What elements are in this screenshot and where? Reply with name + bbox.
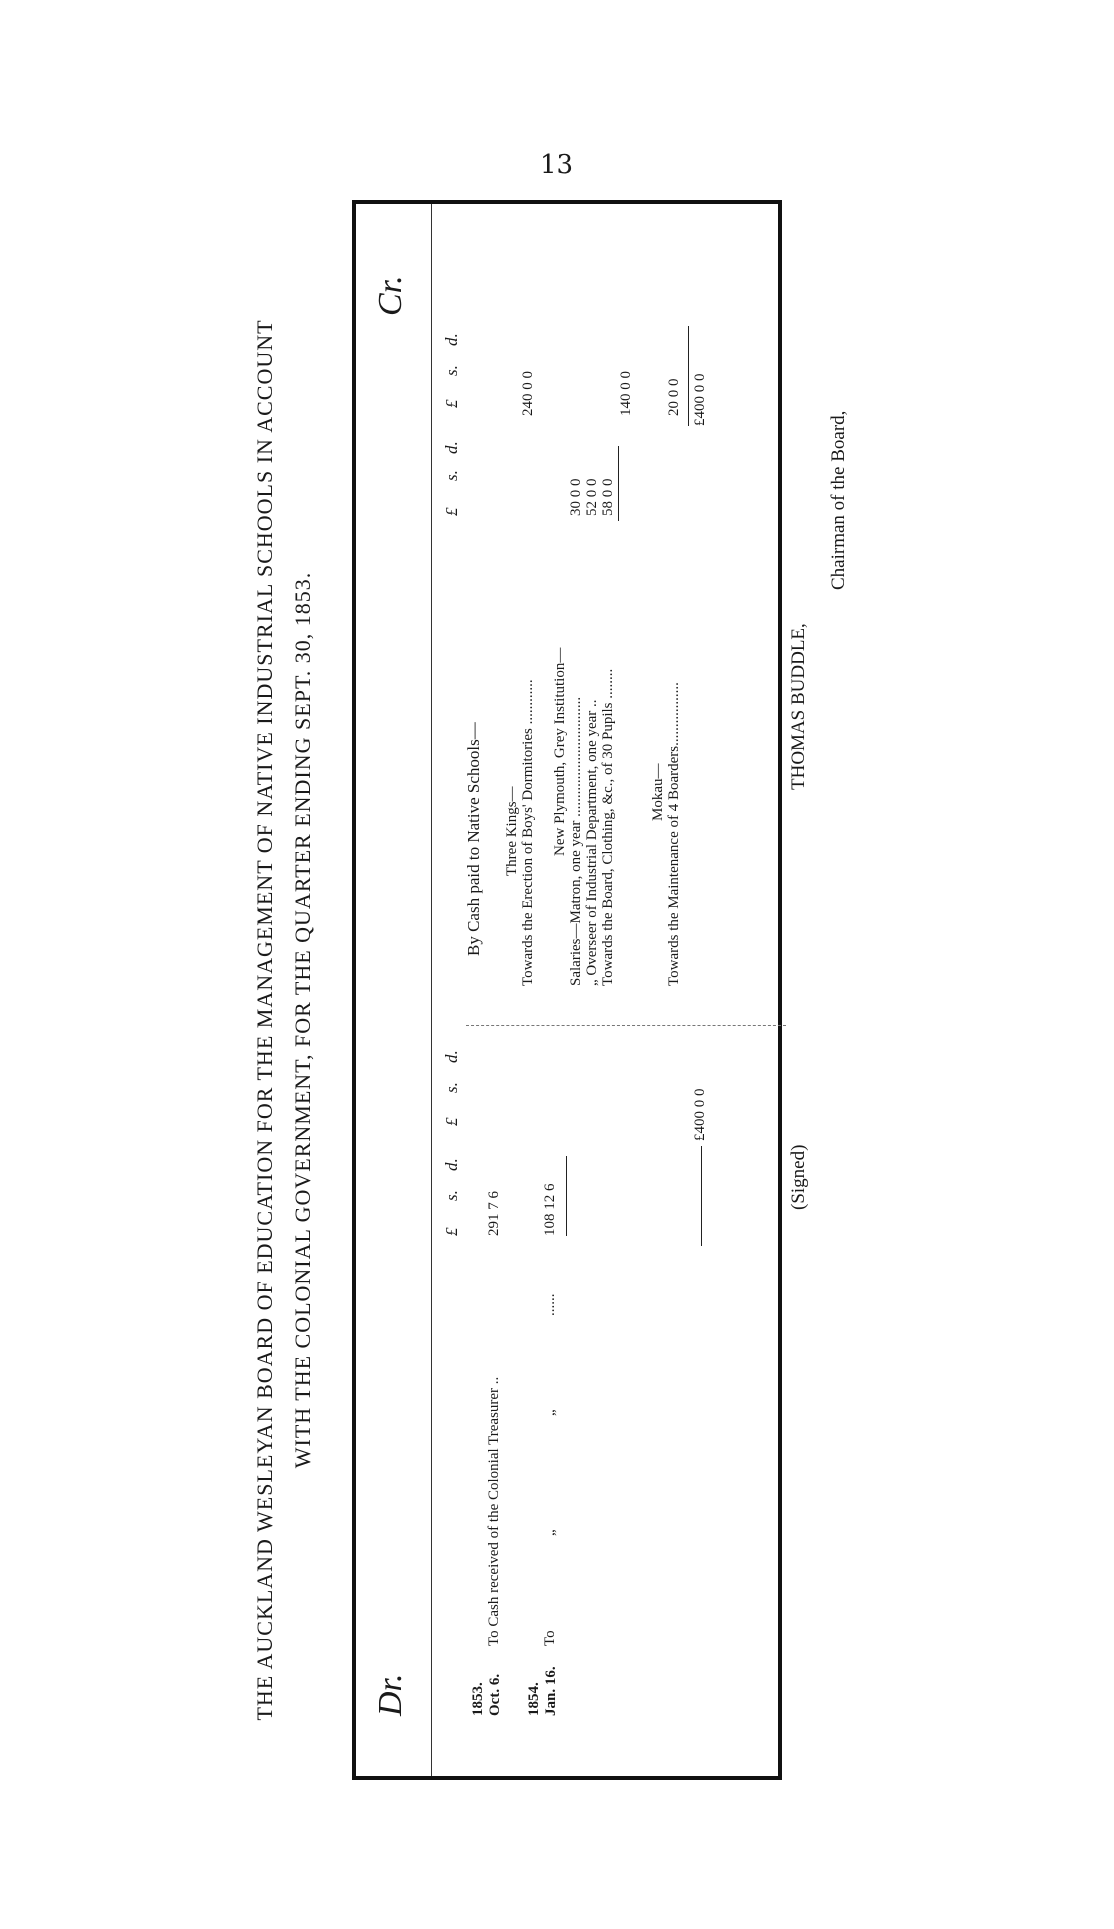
- credit-pound-header: £: [442, 507, 461, 516]
- three-kings-amount: 240 0 0: [520, 371, 536, 416]
- debit-entry-1-text: To Cash received of the Colonial Treasurer ..: [486, 1376, 502, 1646]
- mokau-line: Towards the Maintenance of 4 Boarders.................: [666, 682, 682, 986]
- credit-total: £400 0 0: [692, 373, 708, 426]
- account-table: [352, 200, 782, 1780]
- three-kings-line: Towards the Erection of Boys' Dormitories ............: [520, 679, 536, 986]
- new-plymouth-line-3: Towards the Board, Clothing, &c., of 30 Pupils ........: [600, 668, 616, 986]
- three-kings-heading: Three Kings—: [504, 786, 520, 876]
- debit-entry-2-to: To: [542, 1630, 558, 1646]
- credit-pence-header: d.: [442, 441, 461, 454]
- title-line-1: THE AUCKLAND WESLEYAN BOARD OF EDUCATION FOR THE MANAGEMENT OF NATIVE INDUSTRIAL SCHOOLS IN ACCOUNT: [252, 319, 277, 1721]
- title-line-2: WITH THE COLONIAL GOVERNMENT, FOR THE QUARTER ENDING SEPT. 30, 1853.: [290, 571, 315, 1469]
- debit-pence-header-2: d.: [442, 1050, 461, 1063]
- new-plymouth-line-2: „ Overseer of Industrial Department, one year ..: [584, 699, 600, 986]
- debit-shillings-header: s.: [442, 1190, 461, 1201]
- credit-pound-header-2: £: [442, 399, 461, 408]
- debit-entry-2-date: Jan. 16.: [543, 1666, 559, 1716]
- debit-pence-header: d.: [442, 1158, 461, 1171]
- new-plymouth-amount-1: 30 0 0: [568, 478, 584, 516]
- new-plymouth-amount-3: 58 0 0: [600, 478, 616, 516]
- new-plymouth-subtotal-rule: [618, 446, 619, 521]
- debit-subtotal-rule: [566, 1156, 567, 1236]
- credit-pence-header-2: d.: [442, 333, 461, 346]
- debit-label: Dr.: [372, 1673, 409, 1716]
- new-plymouth-heading: New Plymouth, Grey Institution—: [552, 647, 568, 856]
- header-rule: [431, 204, 432, 1776]
- page-number: 13: [540, 150, 574, 180]
- debit-entry-2-ditto-1: „: [542, 1529, 558, 1536]
- credit-shillings-header-2: s.: [442, 365, 461, 376]
- mokau-amount: 20 0 0: [666, 378, 682, 416]
- new-plymouth-line-1: Salaries—Matron, one year ................................: [568, 696, 584, 986]
- debit-entry-2-ditto-2: „: [542, 1409, 558, 1416]
- debit-entry-1-amount: 291 7 6: [486, 1191, 502, 1236]
- debit-pound-header: £: [442, 1227, 461, 1236]
- credit-label: Cr.: [372, 275, 409, 316]
- debit-entry-2-amount: 108 12 6: [542, 1183, 558, 1236]
- debit-total: £400 0 0: [692, 1088, 708, 1141]
- debit-entry-2-year: 1854.: [526, 1682, 542, 1716]
- debit-entry-1-date: Oct. 6.: [487, 1673, 503, 1716]
- debit-shillings-header-2: s.: [442, 1082, 461, 1093]
- signed-label: (Signed): [788, 1144, 809, 1210]
- signatory-role: Chairman of the Board,: [828, 410, 849, 590]
- debit-pound-header-2: £: [442, 1117, 461, 1126]
- debit-total-leader: [701, 1146, 702, 1246]
- rotated-account-page: [240, 200, 1114, 1840]
- debit-entry-1-year: 1853.: [470, 1682, 486, 1716]
- mokau-heading: Mokau—: [650, 763, 666, 821]
- credit-by-cash: By Cash paid to Native Schools—: [464, 722, 483, 956]
- credit-total-rule: [688, 326, 689, 426]
- center-divider: [466, 1025, 786, 1026]
- new-plymouth-subtotal: 140 0 0: [618, 371, 634, 416]
- new-plymouth-amount-2: 52 0 0: [584, 478, 600, 516]
- credit-shillings-header: s.: [442, 470, 461, 481]
- debit-entry-2-dots: ......: [542, 1293, 558, 1316]
- signatory-name: THOMAS BUDDLE,: [788, 623, 809, 790]
